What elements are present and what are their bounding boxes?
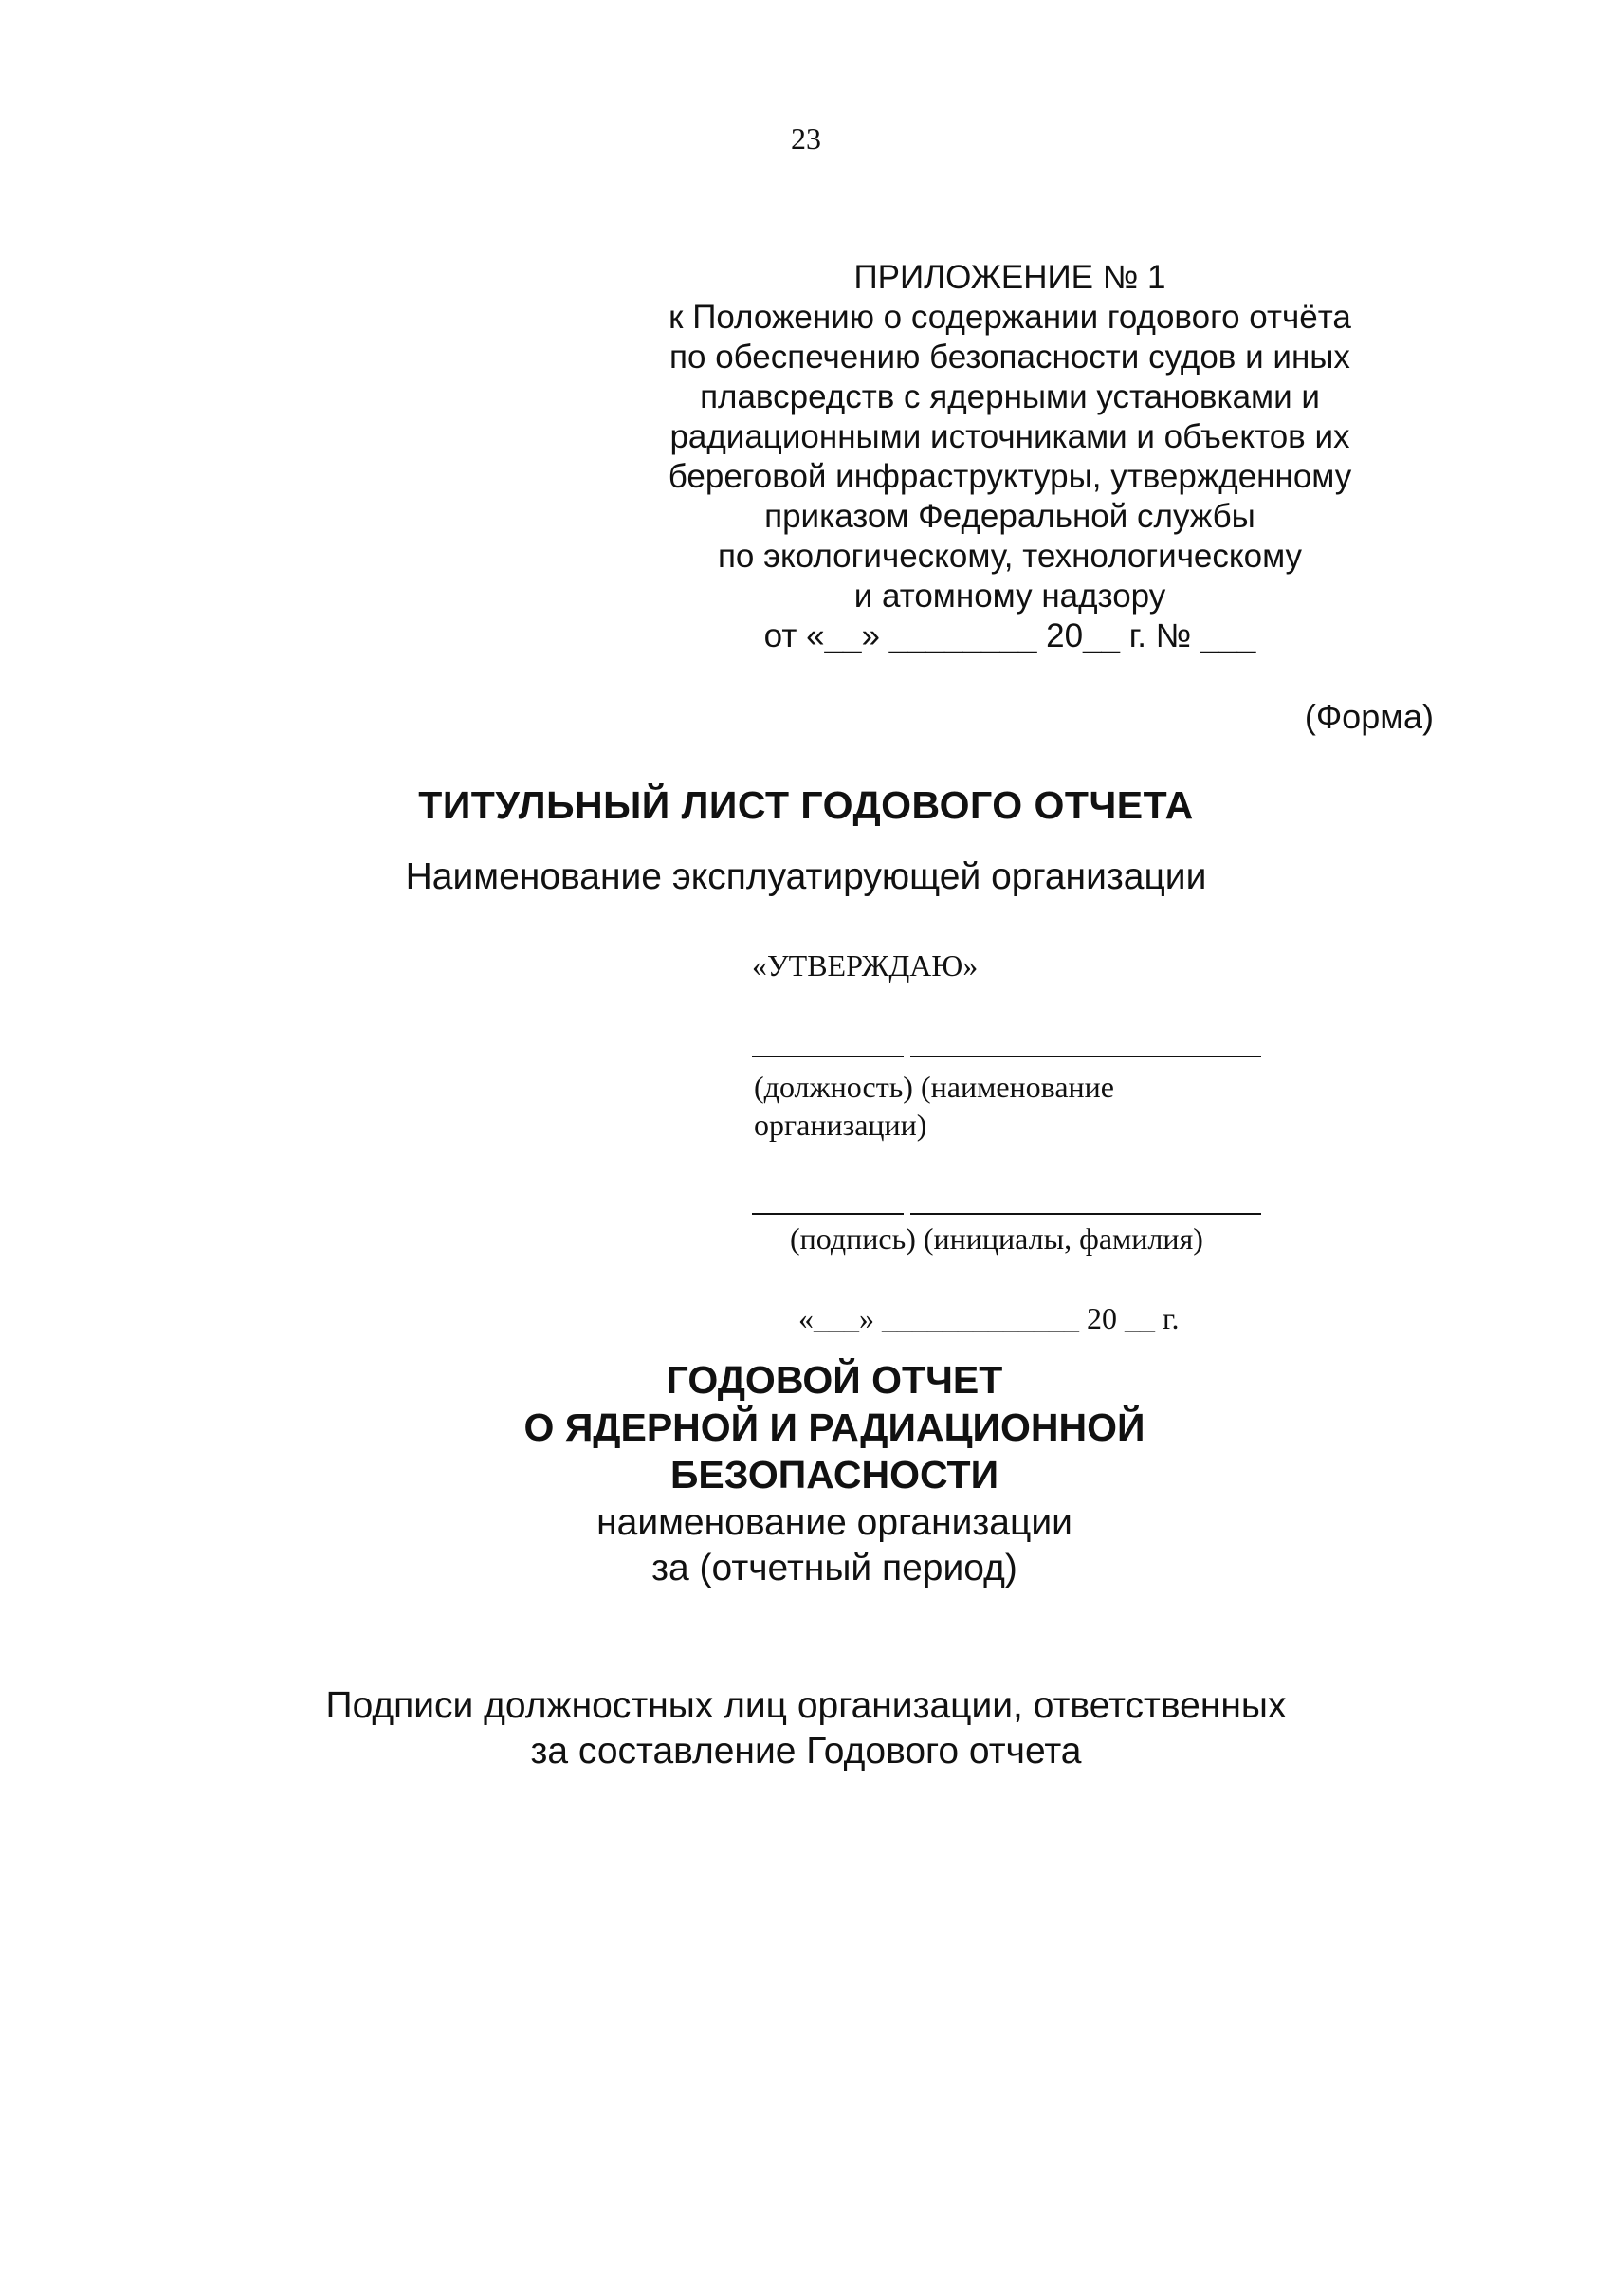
appendix-title: ПРИЛОЖЕНИЕ № 1 bbox=[853, 259, 1166, 296]
approval-date: «___» _____________ 20 __ г. bbox=[798, 1301, 1180, 1335]
name-blank-line bbox=[910, 1213, 1261, 1215]
page-number: 23 bbox=[791, 121, 821, 156]
signatures-note-line: за составление Годового отчета bbox=[530, 1731, 1082, 1772]
appendix-line: плавсредств с ядерными установками и bbox=[700, 378, 1320, 415]
report-subheading bbox=[28, 1500, 1612, 1591]
signature-caption: (подпись) (инициалы, фамилия) bbox=[790, 1221, 1203, 1256]
approval-stamp: «УТВЕРЖДАЮ» bbox=[752, 948, 979, 983]
position-caption-line: организации) bbox=[754, 1108, 927, 1142]
appendix-line: к Положению о содержании годового отчёта bbox=[669, 299, 1351, 336]
report-heading-line: О ЯДЕРНОЙ И РАДИАЦИОННОЙ bbox=[523, 1405, 1145, 1449]
report-heading-line: БЕЗОПАСНОСТИ bbox=[669, 1453, 999, 1497]
report-period: за (отчетный период) bbox=[651, 1548, 1017, 1589]
appendix-line: и атомному надзору bbox=[853, 578, 1166, 615]
position-caption bbox=[754, 1068, 1285, 1144]
operating-org-name: Наименование эксплуатирующей организации bbox=[405, 856, 1207, 897]
appendix-block bbox=[664, 258, 1356, 656]
appendix-line: радиационными источниками и объектов их bbox=[669, 418, 1350, 455]
report-heading-line: ГОДОВОЙ ОТЧЕТ bbox=[666, 1358, 1003, 1402]
appendix-line: приказом Федеральной службы bbox=[764, 498, 1255, 535]
report-org-placeholder: наименование организации bbox=[596, 1502, 1072, 1543]
signatures-note bbox=[0, 1683, 1612, 1774]
position-caption-line: (должность) (наименование bbox=[754, 1070, 1114, 1104]
org-blank-line bbox=[910, 1056, 1261, 1057]
position-blank-line bbox=[752, 1056, 904, 1057]
appendix-line: по экологическому, технологическому bbox=[717, 538, 1303, 575]
appendix-line: береговой инфраструктуры, утвержденному bbox=[668, 458, 1352, 495]
report-heading bbox=[28, 1356, 1612, 1498]
appendix-line: по обеспечению безопасности судов и иных bbox=[669, 339, 1350, 376]
appendix-date-line: от «__» ________ 20__ г. № ___ bbox=[763, 617, 1256, 654]
signatures-note-line: Подписи должностных лиц организации, ответственных bbox=[325, 1685, 1287, 1726]
signature-blank-line bbox=[752, 1213, 904, 1215]
form-label: (Форма) bbox=[1304, 697, 1434, 736]
title-sheet-heading: ТИТУЛЬНЫЙ ЛИСТ ГОДОВОГО ОТЧЕТА bbox=[418, 783, 1194, 827]
